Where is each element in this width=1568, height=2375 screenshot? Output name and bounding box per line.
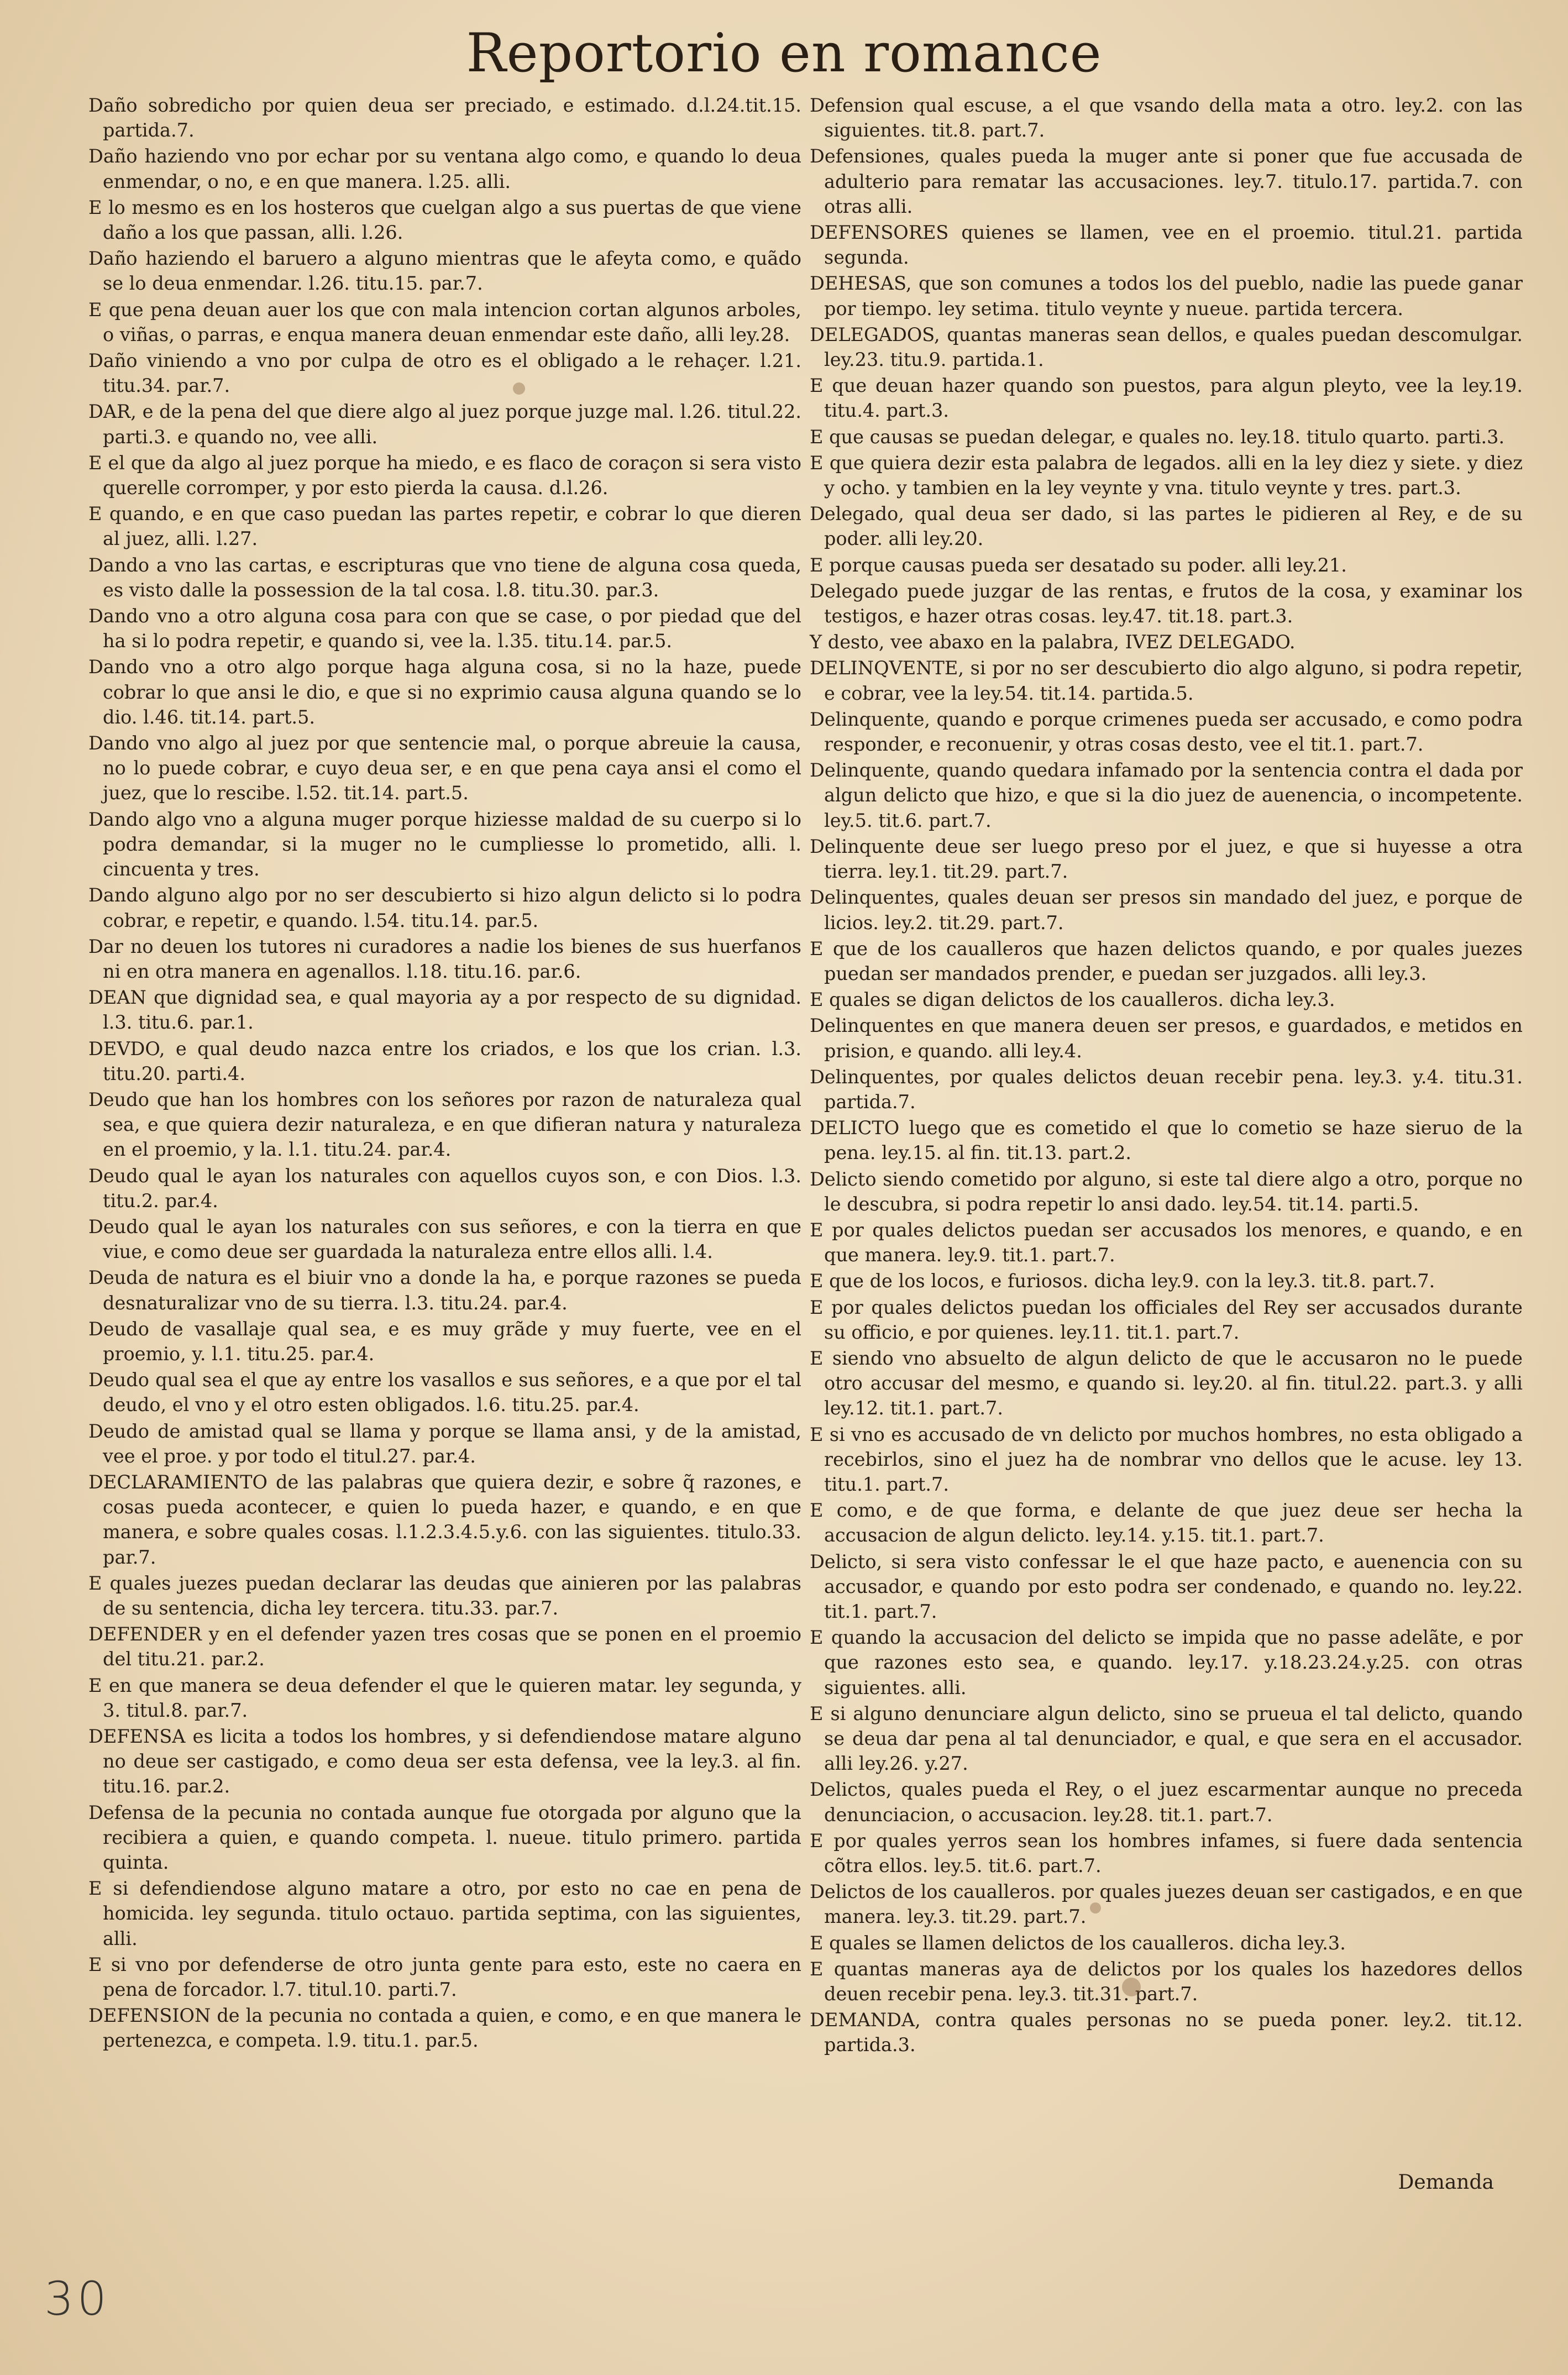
index-entry: DEHESAS, que son comunes a todos los del pueblo, nadie las puede ganar por tiempo. ley setima. titulo veynte y nueue. partida tercera. — [810, 272, 1523, 319]
index-entry: DELINQVENTE, si por no ser descubierto dio algo alguno, si podra repetir, e cobrar, vee la ley.54. tit.14. partida.5. — [810, 657, 1523, 704]
index-entry: Delinquente, quando quedara infamado por la sentencia contra el dada por algun delicto que hizo, e que si la dio juez de auenencia, o incompetente. ley.5. tit.6. part.7. — [810, 759, 1523, 831]
index-entry: E que de los locos, e furiosos. dicha ley.9. con la ley.3. tit.8. part.7. — [810, 1270, 1435, 1292]
index-entry: Dar no deuen los tutores ni curadores a nadie los bienes de sus huerfanos ni en otra manera en agenallos. l.18. titu.16. par.6. — [88, 935, 801, 982]
index-entry: Deudo qual le ayan los naturales con sus señores, e con la tierra en que viue, e como deue ser guardada la naturaleza entre ellos alli. l.4. — [88, 1215, 801, 1263]
index-entry: DEMANDA, contra quales personas no se pueda poner. ley.2. tit.12. partida.3. — [810, 2009, 1523, 2056]
index-entry: Deuda de natura es el biuir vno a donde la ha, e porque razones se pueda desnaturalizar vno de su tierra. l.3. titu.24. par.4. — [88, 1267, 801, 1314]
index-entry: DEFENSA es licita a todos los hombres, y si defendiendose matare alguno no deue ser castigado, e como deua ser esta defensa, vee la ley.3. al fin. titu.16. par.2. — [88, 1726, 801, 1797]
index-entry: E si defendiendose alguno matare a otro, por esto no cae en pena de homicida. ley segunda. titulo octauo. partida septima, con las siguientes, alli. — [88, 1878, 801, 1949]
index-entry: E quando la accusacion del delicto se impida que no passe adelãte, e por que razones esto sea, e quando. ley.17. y.18.23.24.y.25. con otras siguientes. alli. — [810, 1627, 1523, 1698]
index-entry: E que quiera dezir esta palabra de legados. alli en la ley diez y siete. y diez y ocho. y tambien en la ley veynte y vna. titulo veynte y tres. part.3. — [810, 452, 1523, 499]
index-entry: Delinquentes en que manera deuen ser presos, e guardados, e metidos en prision, e quando. alli ley.4. — [810, 1015, 1523, 1062]
index-entry: E que causas se puedan delegar, e quales no. ley.18. titulo quarto. parti.3. — [810, 426, 1505, 448]
index-entry: DEFENSION de la pecunia no contada a quien, e como, e en que manera le pertenezca, e competa. l.9. titu.1. par.5. — [88, 2005, 801, 2052]
index-entry: Daño haziendo vno por echar por su ventana algo como, e quando lo deua enmendar, o no, e en que manera. l.25. alli. — [88, 145, 801, 192]
index-entry: Dando algo vno a alguna muger porque hiziesse maldad de su cuerpo si lo podra demandar, si la muger no le cumpliesse lo prometido, alli. l. cincuenta y tres. — [88, 808, 801, 880]
index-entry: Dando vno a otro algo porque haga alguna cosa, si no la haze, puede cobrar lo que ansi le dio, e que si no exprimio causa alguna quando se lo dio. l.46. tit.14. part.5. — [88, 656, 801, 728]
index-entry: E por quales delictos puedan los officiales del Rey ser accusados durante su officio, e por quienes. ley.11. tit.1. part.7. — [810, 1296, 1523, 1343]
index-entry: Y desto, vee abaxo en la palabra, IVEZ DELEGADO. — [810, 631, 1296, 653]
index-entry: Deudo qual sea el que ay entre los vasallos e sus señores, e a que por el tal deudo, el vno y el otro esten obligados. l.6. titu.25. par.4. — [88, 1369, 801, 1416]
index-entry: Defensiones, quales pueda la muger ante si poner que fue accusada de adulterio para rematar las accusaciones. ley.7. titulo.17. partida.7. con otras alli. — [810, 145, 1523, 217]
page-title: Reportorio en romance — [466, 22, 1102, 84]
index-entry: Delictos, quales pueda el Rey, o el juez escarmentar aunque no preceda denunciacion, o accusacion. ley.28. tit.1. part.7. — [810, 1779, 1523, 1826]
index-entry: Delinquente deue ser luego preso por el juez, e que si huyesse a otra tierra. ley.1. tit.29. part.7. — [810, 835, 1523, 883]
index-entry: Delictos de los caualleros. por quales juezes deuan ser castigados, e en que manera. ley.3. tit.29. part.7. — [810, 1881, 1523, 1928]
index-entry: E quales se digan delictos de los caualleros. dicha ley.3. — [810, 989, 1335, 1011]
index-entry: E si vno por defenderse de otro junta gente para esto, este no caera en pena de forcador. l.7. titul.10. parti.7. — [88, 1953, 801, 2001]
index-entry: E que deuan hazer quando son puestos, para algun pleyto, vee la ley.19. titu.4. part.3. — [810, 375, 1523, 422]
index-entry: DELICTO luego que es cometido el que lo cometio se haze sieruo de la pena. ley.15. al fin. tit.13. part.2. — [810, 1117, 1523, 1164]
index-entry: DEFENSORES quienes se llamen, vee en el proemio. titul.21. partida segunda. — [810, 222, 1523, 269]
index-entry: E por quales yerros sean los hombres infames, si fuere dada sentencia cõtra ellos. ley.5. tit.6. part.7. — [810, 1829, 1523, 1877]
index-entry: DEVDO, e qual deudo nazca entre los criados, e los que los crian. l.3. titu.20. parti.4. — [88, 1037, 801, 1084]
index-entry: Daño sobredicho por quien deua ser preciado, e estimado. d.l.24.tit.15. partida.7. — [88, 95, 801, 141]
ink-stain — [1122, 1978, 1141, 1996]
folio-number: 30 — [44, 2272, 110, 2326]
index-entry: Delicto, si sera visto confessar le el que haze pacto, e auenencia con su accusador, e quando por esto podra ser condenado, e quando no. ley.22. tit.1. part.7. — [810, 1550, 1523, 1622]
index-entry: E porque causas pueda ser desatado su poder. alli ley.21. — [810, 554, 1347, 576]
index-entry: Deudo de vasallaje qual sea, e es muy grãde y muy fuerte, vee en el proemio, y. l.1. titu.25. par.4. — [88, 1318, 801, 1365]
ink-stain — [1090, 1902, 1101, 1913]
index-entry: Defension qual escuse, a el que vsando della mata a otro. ley.2. con las siguientes. tit.8. part.7. — [810, 95, 1523, 141]
left-column — [88, 93, 801, 2054]
index-entry: Deudo qual le ayan los naturales con aquellos cuyos son, e con Dios. l.3. titu.2. par.4. — [88, 1165, 801, 1212]
catchword: Demanda — [1398, 2171, 1494, 2194]
index-entry: DECLARAMIENTO de las palabras que quiera dezir, e sobre q̃ razones, e cosas pueda acontecer, e quien lo pueda hazer, e quando, e en que manera, e sobre quales cosas. l.1.2.3.4.5.y.6. con las siguientes. titulo.33. par.7. — [88, 1471, 801, 1568]
index-entry: Delinquente, quando e porque crimenes pueda ser accusado, e como podra responder, e reconuenir, y otras cosas desto, vee el tit.1. part.7. — [810, 708, 1523, 756]
index-entry: E quando, e en que caso puedan las partes repetir, e cobrar lo que dieren al juez, alli. l.27. — [88, 503, 801, 550]
index-entry: Delicto siendo cometido por alguno, si este tal diere algo a otro, porque no le descubra, si podra repetir lo ansi dado. ley.54. tit.14. parti.5. — [810, 1168, 1523, 1215]
index-entry: Daño viniendo a vno por culpa de otro es el obligado a le rehaçer. l.21. titu.34. par.7. — [88, 350, 801, 397]
index-entry: Daño haziendo el baruero a alguno mientras que le afeyta como, e quãdo se lo deua enmendar. l.26. titu.15. par.7. — [88, 248, 801, 295]
index-entry: E que pena deuan auer los que con mala intencion cortan algunos arboles, o viñas, o parras, e enqua manera deuan enmendar este daño, alli ley.28. — [88, 298, 801, 345]
ink-stain — [513, 382, 525, 395]
index-entry: Dando vno a otro alguna cosa para con que se case, o por piedad que del ha si lo podra repetir, e quando si, vee la. l.35. titu.14. par.5. — [88, 605, 801, 652]
index-entry: Delinquentes, quales deuan ser presos sin mandado del juez, e porque de licios. ley.2. tit.29. part.7. — [810, 887, 1523, 934]
index-entry: DEAN que dignidad sea, e qual mayoria ay a por respecto de su dignidad. l.3. titu.6. par.1. — [88, 987, 801, 1034]
index-entry: E en que manera se deua defender el que le quieren matar. ley segunda, y 3. titul.8. par.7. — [88, 1674, 801, 1721]
index-entry: E si alguno denunciare algun delicto, sino se prueua el tal delicto, quando se deua dar pena al tal denunciador, e qual, e que sera en el accusador. alli ley.26. y.27. — [810, 1702, 1523, 1775]
index-entry: Defensa de la pecunia no contada aunque fue otorgada por alguno que la recibiera a quien, e quando competa. l. nueue. titulo primero. partida quinta. — [88, 1801, 801, 1874]
index-entry: Deudo de amistad qual se llama y porque se llama ansi, y de la amistad, vee el proe. y por todo el titul.27. par.4. — [88, 1420, 801, 1467]
index-entry: E quales juezes puedan declarar las deudas que ainieren por las palabras de su sentencia, dicha ley tercera. titu.33. par.7. — [88, 1572, 801, 1619]
index-entry: E si vno es accusado de vn delicto por muchos hombres, no esta obligado a recebirlos, sino el juez ha de nombrar vno dellos que le acuse. ley 13. titu.1. part.7. — [810, 1423, 1523, 1495]
index-entry: Delegado, qual deua ser dado, si las partes le pidieren al Rey, e de su poder. alli ley.20. — [810, 503, 1523, 550]
index-entry: E el que da algo al juez porque ha miedo, e es flaco de coraçon si sera visto querelle corromper, y por esto pierda la causa. d.l.26. — [88, 452, 801, 499]
index-entry: Dando alguno algo por no ser descubierto si hizo algun delicto si lo podra cobrar, e repetir, e quando. l.54. titu.14. par.5. — [88, 884, 801, 931]
index-entry: E siendo vno absuelto de algun delicto de que le accusaron no le puede otro accusar del mesmo, e quando si. ley.20. al fin. titul.22. part.3. y alli ley.12. tit.1. part.7. — [810, 1347, 1523, 1419]
index-entry: E quales se llamen delictos de los caualleros. dicha ley.3. — [810, 1932, 1346, 1954]
index-entry: E lo mesmo es en los hosteros que cuelgan algo a sus puertas de que viene daño a los que passan, alli. l.26. — [88, 196, 801, 244]
index-entry: E que de los caualleros que hazen delictos quando, e por quales juezes puedan ser mandados prender, e puedan ser juzgados. alli ley.3. — [810, 937, 1523, 984]
index-entry: E por quales delictos puedan ser accusados los menores, e quando, e en que manera. ley.9. tit.1. part.7. — [810, 1219, 1523, 1266]
index-entry: Dando a vno las cartas, e escripturas que vno tiene de alguna cosa queda, es visto dalle la possession de la tal cosa. l.8. titu.30. par.3. — [88, 554, 801, 601]
index-entry: DELEGADOS, quantas maneras sean dellos, e quales puedan descomulgar. ley.23. titu.9. partida.1. — [810, 323, 1523, 371]
index-entry: DEFENDER y en el defender yazen tres cosas que se ponen en el proemio del titu.21. par.2. — [88, 1623, 801, 1670]
right-column — [810, 93, 1523, 2059]
index-entry: Delegado puede juzgar de las rentas, e frutos de la cosa, y examinar los testigos, e hazer otras cosas. ley.47. tit.18. part.3. — [810, 580, 1523, 627]
index-entry: E quantas maneras aya de delictos por los quales los hazedores dellos deuen recebir pena. ley.3. tit.31. part.7. — [810, 1958, 1523, 2005]
index-entry: Delinquentes, por quales delictos deuan recebir pena. ley.3. y.4. titu.31. partida.7. — [810, 1066, 1523, 1113]
index-entry: E como, e de que forma, e delante de que juez deue ser hecha la accusacion de algun delicto. ley.14. y.15. tit.1. part.7. — [810, 1500, 1523, 1546]
index-entry: Dando vno algo al juez por que sentencie mal, o porque abreuie la causa, no lo puede cobrar, e cuyo deua ser, e en que pena caya ansi el como el juez, que lo rescibe. l.52. tit.14. part.5. — [88, 732, 801, 804]
index-entry: DAR, e de la pena del que diere algo al juez porque juzge mal. l.26. titul.22. parti.3. e quando no, vee alli. — [88, 401, 801, 448]
index-entry: Deudo que han los hombres con los señores por razon de naturaleza qual sea, e que quiera dezir naturaleza, e en que difieran natura y naturaleza en el proemio, y la. l.1. titu.24. par.4. — [88, 1088, 801, 1161]
